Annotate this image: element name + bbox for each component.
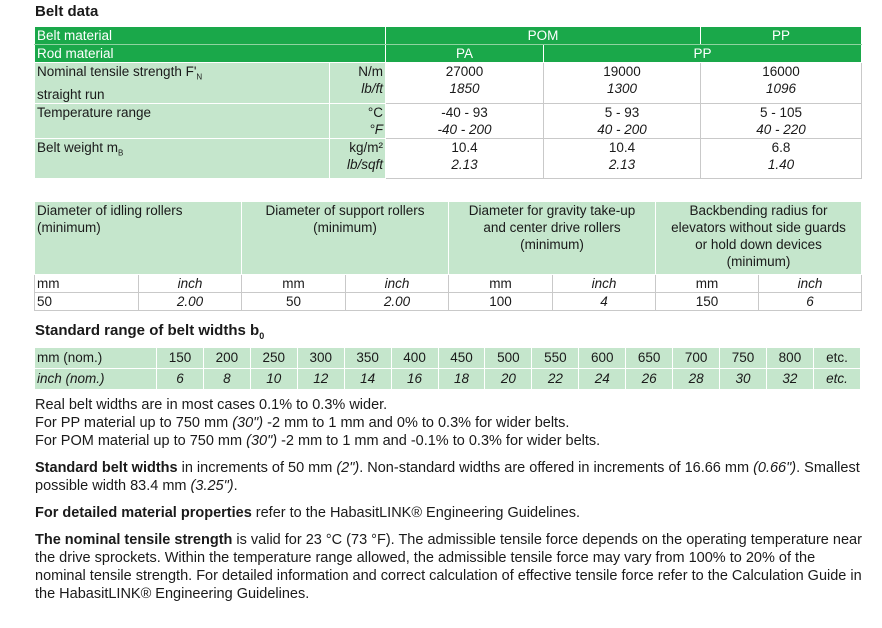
gravity-inch: 4 <box>553 293 656 311</box>
belt-material-label: Belt material <box>35 27 386 45</box>
rollers-header-row <box>35 202 862 275</box>
unit-inch: inch <box>346 275 449 293</box>
width-mm: 150 <box>157 348 204 369</box>
support-inch: 2.00 <box>346 293 449 311</box>
unit-mm: mm <box>656 275 759 293</box>
width-mm: 450 <box>438 348 485 369</box>
backbending-inch: 6 <box>759 293 862 311</box>
width-mm: 650 <box>626 348 673 369</box>
rollers-unit-row <box>35 275 862 293</box>
belt-material-pom: POM <box>386 27 701 45</box>
support-rollers-header: Diameter of support rollers (minimum) <box>242 202 449 275</box>
real-widths-note: Real belt widths are in most cases 0.1% to 0.3% wider. For PP material up to 750 mm (30") -2 mm to 1 mm and 0% to 0.3% for wider belts. For POM material up to 750 mm (30") -2 mm to 1 mm and -0.1% to 0.3% for wider belts. <box>35 397 601 449</box>
width-inch: 32 <box>766 369 813 390</box>
width-mm: 750 <box>720 348 767 369</box>
belt-material-row <box>35 27 862 45</box>
unit-mm: mm <box>242 275 346 293</box>
width-mm: 800 <box>766 348 813 369</box>
temperature-pom-pa: -40 - 93 -40 - 200 <box>386 103 544 138</box>
width-mm: 350 <box>344 348 391 369</box>
width-inch: 12 <box>297 369 344 390</box>
unit-inch: inch <box>139 275 242 293</box>
width-mm: 600 <box>579 348 626 369</box>
tensile-label: Nominal tensile strength $F'_N$ straight run <box>35 63 330 104</box>
width-inch: 10 <box>250 369 297 390</box>
tensile-row <box>35 63 862 104</box>
width-mm: 300 <box>297 348 344 369</box>
tensile-pom-pa: 27000 1850 <box>386 63 544 104</box>
rod-material-pa: PA <box>386 45 544 63</box>
belt-data-title: Belt data <box>35 3 99 20</box>
width-inch: 20 <box>485 369 532 390</box>
temperature-pp-pp: 5 - 105 40 - 220 <box>701 103 862 138</box>
rod-material-label: Rod material <box>35 45 386 63</box>
unit-inch: inch <box>553 275 656 293</box>
width-inch: 22 <box>532 369 579 390</box>
width-inch: 24 <box>579 369 626 390</box>
width-mm: 250 <box>250 348 297 369</box>
belt-data-table <box>34 26 862 179</box>
width-inch: 18 <box>438 369 485 390</box>
temperature-label: Temperature range <box>35 103 330 138</box>
support-mm: 50 <box>242 293 346 311</box>
rollers-table <box>34 201 862 311</box>
width-mm: 550 <box>532 348 579 369</box>
width-mm: etc. <box>813 348 860 369</box>
width-inch: 6 <box>157 369 204 390</box>
unit-mm: mm <box>449 275 553 293</box>
width-mm: 200 <box>203 348 250 369</box>
weight-label: Belt weight $m_B$ <box>35 138 330 179</box>
temperature-units: °C °F <box>330 103 386 138</box>
width-inch: 28 <box>673 369 720 390</box>
temperature-pom-pp: 5 - 93 40 - 200 <box>544 103 701 138</box>
unit-inch: inch <box>759 275 862 293</box>
weight-pp-pp: 6.8 1.40 <box>701 138 862 179</box>
rollers-value-row <box>35 293 862 311</box>
gravity-mm: 100 <box>449 293 553 311</box>
tensile-strength-note: The nominal tensile strength is valid for 23 °C (73 °F). The admissible tensile force depends on the operating temperature near the drive sprockets. Within the temperature range allowed, the admissible tensile force may vary from 100% to 20% of the nominal tensile strength. For detailed information and correct calculation of effective tensile force refer to the Calculation Guide in the HabasitLINK® Engineering Guidelines. <box>35 532 862 602</box>
tensile-pom-pp: 19000 1300 <box>544 63 701 104</box>
weight-pom-pa: 10.4 2.13 <box>386 138 544 179</box>
tensile-pp-pp: 16000 1096 <box>701 63 862 104</box>
widths-inch-row <box>35 369 861 390</box>
widths-title: Standard range of belt widths $b_0$ <box>35 322 265 341</box>
width-inch: 14 <box>344 369 391 390</box>
widths-mm-label: mm (nom.) <box>35 348 157 369</box>
backbending-header: Backbending radius for elevators without side guards or hold down devices (minimum) <box>656 202 862 275</box>
rod-material-pp: PP <box>544 45 862 63</box>
width-mm: 400 <box>391 348 438 369</box>
temperature-row <box>35 103 862 138</box>
rod-material-row <box>35 45 862 63</box>
widths-table <box>34 347 861 390</box>
widths-mm-row <box>35 348 861 369</box>
belt-material-pp: PP <box>701 27 862 45</box>
idling-rollers-header: Diameter of idling rollers (minimum) <box>35 202 242 275</box>
unit-mm: mm <box>35 275 139 293</box>
gravity-takeup-header: Diameter for gravity take-up and center drive rollers (minimum) <box>449 202 656 275</box>
tensile-units: N/m lb/ft <box>330 63 386 104</box>
width-inch: etc. <box>813 369 860 390</box>
idling-mm: 50 <box>35 293 139 311</box>
width-inch: 8 <box>203 369 250 390</box>
width-inch: 30 <box>720 369 767 390</box>
width-mm: 500 <box>485 348 532 369</box>
weight-row <box>35 138 862 179</box>
width-mm: 700 <box>673 348 720 369</box>
widths-inch-label: inch (nom.) <box>35 369 157 390</box>
weight-units: kg/m² lb/sqft <box>330 138 386 179</box>
width-inch: 26 <box>626 369 673 390</box>
material-properties-note: For detailed material properties refer to the HabasitLINK® Engineering Guidelines. <box>35 505 581 521</box>
weight-pom-pp: 10.4 2.13 <box>544 138 701 179</box>
standard-widths-note: Standard belt widths in increments of 50 mm (2"). Non-standard widths are offered in increments of 16.66 mm (0.66"). Smallest possible width 83.4 mm (3.25"). <box>35 460 860 494</box>
idling-inch: 2.00 <box>139 293 242 311</box>
width-inch: 16 <box>391 369 438 390</box>
backbending-mm: 150 <box>656 293 759 311</box>
